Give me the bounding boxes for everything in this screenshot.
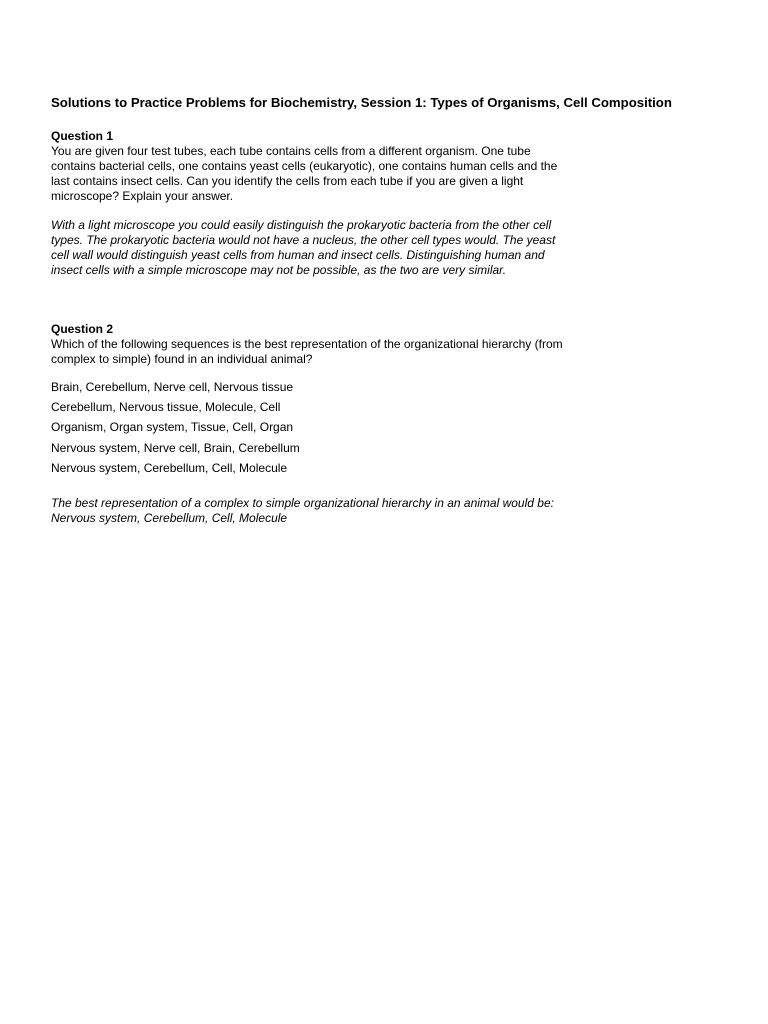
question-2-prompt [51,337,596,367]
question-1-answer-line: insect cells with a simple microscope may not be possible, as the two are very similar. [51,263,507,277]
question-2-answer-line: Nervous system, Cerebellum, Cell, Molecule [51,511,288,525]
option-item: Nervous system, Cerebellum, Cell, Molecule [51,460,288,475]
question-1-prompt-line: microscope? Explain your answer. [51,189,234,203]
question-2-answer [51,496,596,526]
question-2-answer-line: The best representation of a complex to simple organizational hierarchy in an animal would be: [51,496,554,510]
option-item: Nervous system, Nerve cell, Brain, Cerebellum [51,440,300,455]
question-1-prompt-line: You are given four test tubes, each tube contains cells from a different organism. One tube [51,144,531,158]
question-2-prompt-line: complex to simple) found in an individual animal? [51,352,313,366]
question-1-prompt-line: contains bacterial cells, one contains yeast cells (eukaryotic), one contains human cells and the [51,159,558,173]
question-1-answer-line: With a light microscope you could easily distinguish the prokaryotic bacteria from the other cell [51,218,552,232]
question-1-answer [51,218,596,278]
question-1-prompt [51,144,596,204]
option-item: Brain, Cerebellum, Nerve cell, Nervous tissue [51,380,294,394]
question-1-answer-line: types. The prokaryotic bacteria would not have a nucleus, the other cell types would. The yeast [51,233,556,247]
question-1-heading: Question 1 [51,129,114,143]
option-item: Cerebellum, Nervous tissue, Molecule, Cell [51,400,281,415]
question-2-prompt-line: Which of the following sequences is the best representation of the organizational hierarchy (from [51,337,563,351]
question-1-prompt-line: last contains insect cells. Can you identify the cells from each tube if you are given a light [51,174,524,188]
question-1-answer-line: cell wall would distinguish yeast cells from human and insect cells. Distinguishing human and [51,248,545,262]
question-2-options [51,380,300,481]
question-2-heading: Question 2 [51,322,114,336]
document-title: Solutions to Practice Problems for Biochemistry, Session 1: Types of Organisms, Cell Composition [51,95,672,110]
option-item: Organism, Organ system, Tissue, Cell, Organ [51,420,294,435]
